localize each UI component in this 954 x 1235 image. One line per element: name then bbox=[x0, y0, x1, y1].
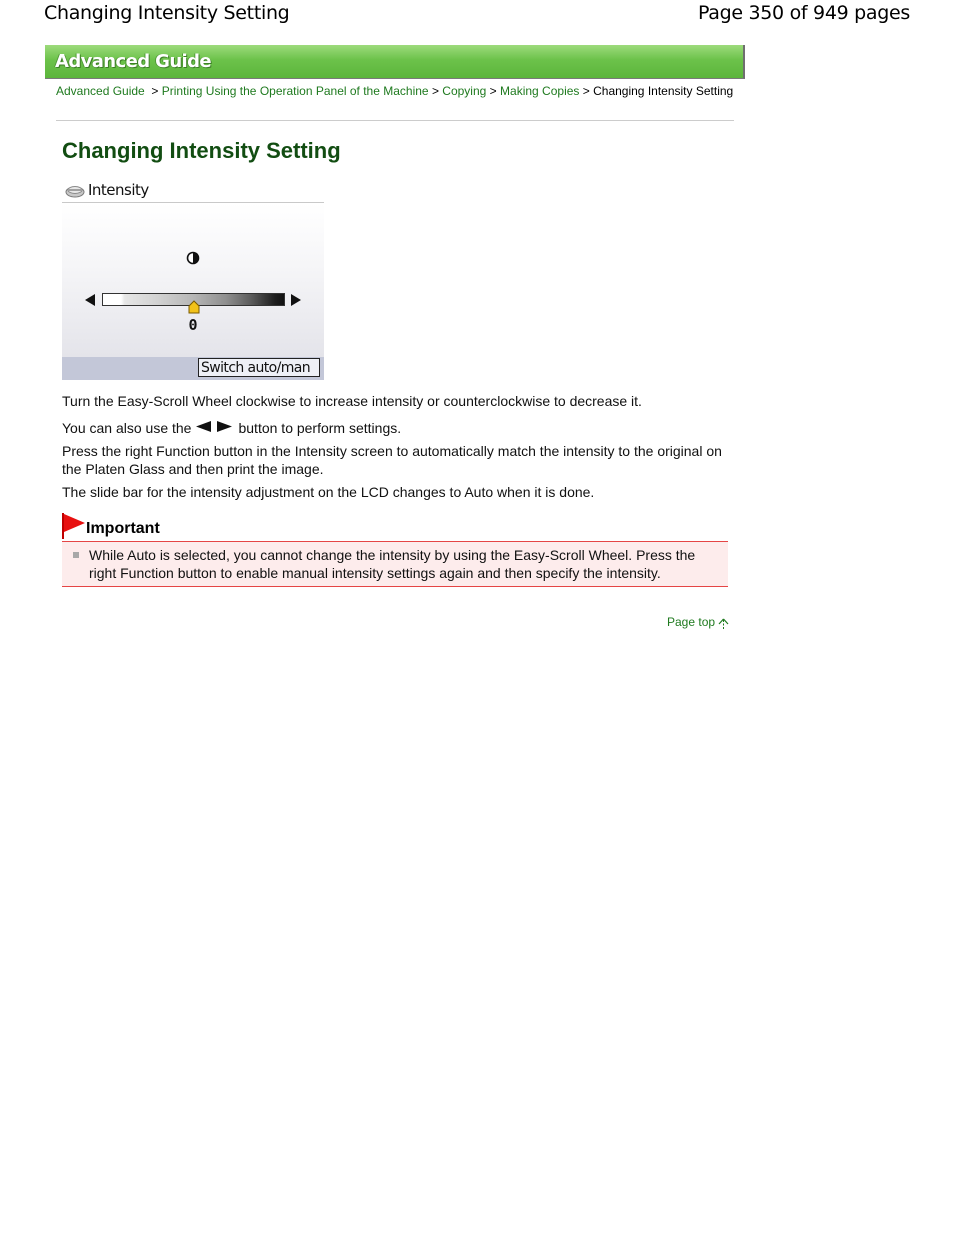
arrow-up-icon[interactable] bbox=[718, 618, 729, 630]
instruction-scroll-wheel: Turn the Easy-Scroll Wheel clockwise to increase intensity or counterclockwise to decrease it. bbox=[62, 393, 642, 409]
page-title: Changing Intensity Setting bbox=[62, 138, 341, 163]
header-title: Changing Intensity Setting bbox=[44, 2, 290, 24]
page-counter: Page 350 of 949 pages bbox=[697, 2, 910, 24]
breadcrumb bbox=[56, 83, 736, 99]
bullet-icon bbox=[73, 552, 79, 558]
important-note-text: While Auto is selected, you cannot change the intensity by using the Easy-Scroll Wheel. Press the right Function button to enable manual intensity settings again and then specify the intensity. bbox=[89, 547, 696, 581]
lcd-screen-image bbox=[62, 180, 324, 380]
breadcrumb-separator: > bbox=[151, 84, 159, 98]
important-note-box bbox=[62, 541, 728, 587]
breadcrumb-separator: > bbox=[489, 84, 497, 98]
breadcrumb-copying[interactable]: Copying bbox=[442, 84, 487, 98]
page-top-link[interactable]: Page top bbox=[667, 615, 716, 629]
intensity-value: 0 bbox=[188, 316, 198, 334]
intensity-icon bbox=[64, 183, 86, 199]
red-flag-icon bbox=[62, 513, 86, 539]
instruction-arrow-buttons-after: button to perform settings. bbox=[238, 420, 402, 436]
switch-auto-man-label: Switch auto/man bbox=[198, 358, 320, 377]
advanced-guide-banner bbox=[45, 45, 745, 79]
important-label: Important bbox=[86, 520, 160, 537]
triangle-left-icon bbox=[84, 293, 96, 307]
left-right-arrows-icon bbox=[195, 420, 233, 434]
banner-label: Advanced Guide bbox=[55, 51, 211, 72]
breadcrumb-current: Changing Intensity Setting bbox=[593, 84, 734, 98]
breadcrumb-making-copies[interactable]: Making Copies bbox=[500, 84, 580, 98]
contrast-icon bbox=[186, 251, 200, 265]
lcd-header bbox=[62, 180, 324, 203]
breadcrumb-separator: > bbox=[431, 84, 439, 98]
important-heading bbox=[62, 513, 362, 541]
breadcrumb-separator: > bbox=[582, 84, 590, 98]
instruction-arrow-buttons-before: You can also use the bbox=[62, 420, 192, 436]
lcd-footer bbox=[62, 357, 324, 380]
breadcrumb-printing-operation-panel[interactable]: Printing Using the Operation Panel of the Machine bbox=[161, 84, 429, 98]
instruction-auto-note: The slide bar for the intensity adjustment on the LCD changes to Auto when it is done. bbox=[62, 484, 595, 500]
lcd-body bbox=[62, 203, 324, 357]
instruction-arrow-buttons bbox=[62, 419, 722, 437]
instruction-function-button: Press the right Function button in the Intensity screen to automatically match the intensity to the original on the Platen Glass and then print the image. bbox=[62, 443, 722, 477]
breadcrumb-advanced-guide[interactable]: Advanced Guide bbox=[56, 84, 145, 98]
slider-marker-icon bbox=[188, 300, 200, 314]
breadcrumb-divider bbox=[56, 120, 734, 121]
lcd-header-label: Intensity bbox=[88, 181, 149, 199]
triangle-right-icon bbox=[290, 293, 302, 307]
page-header bbox=[0, 0, 954, 30]
